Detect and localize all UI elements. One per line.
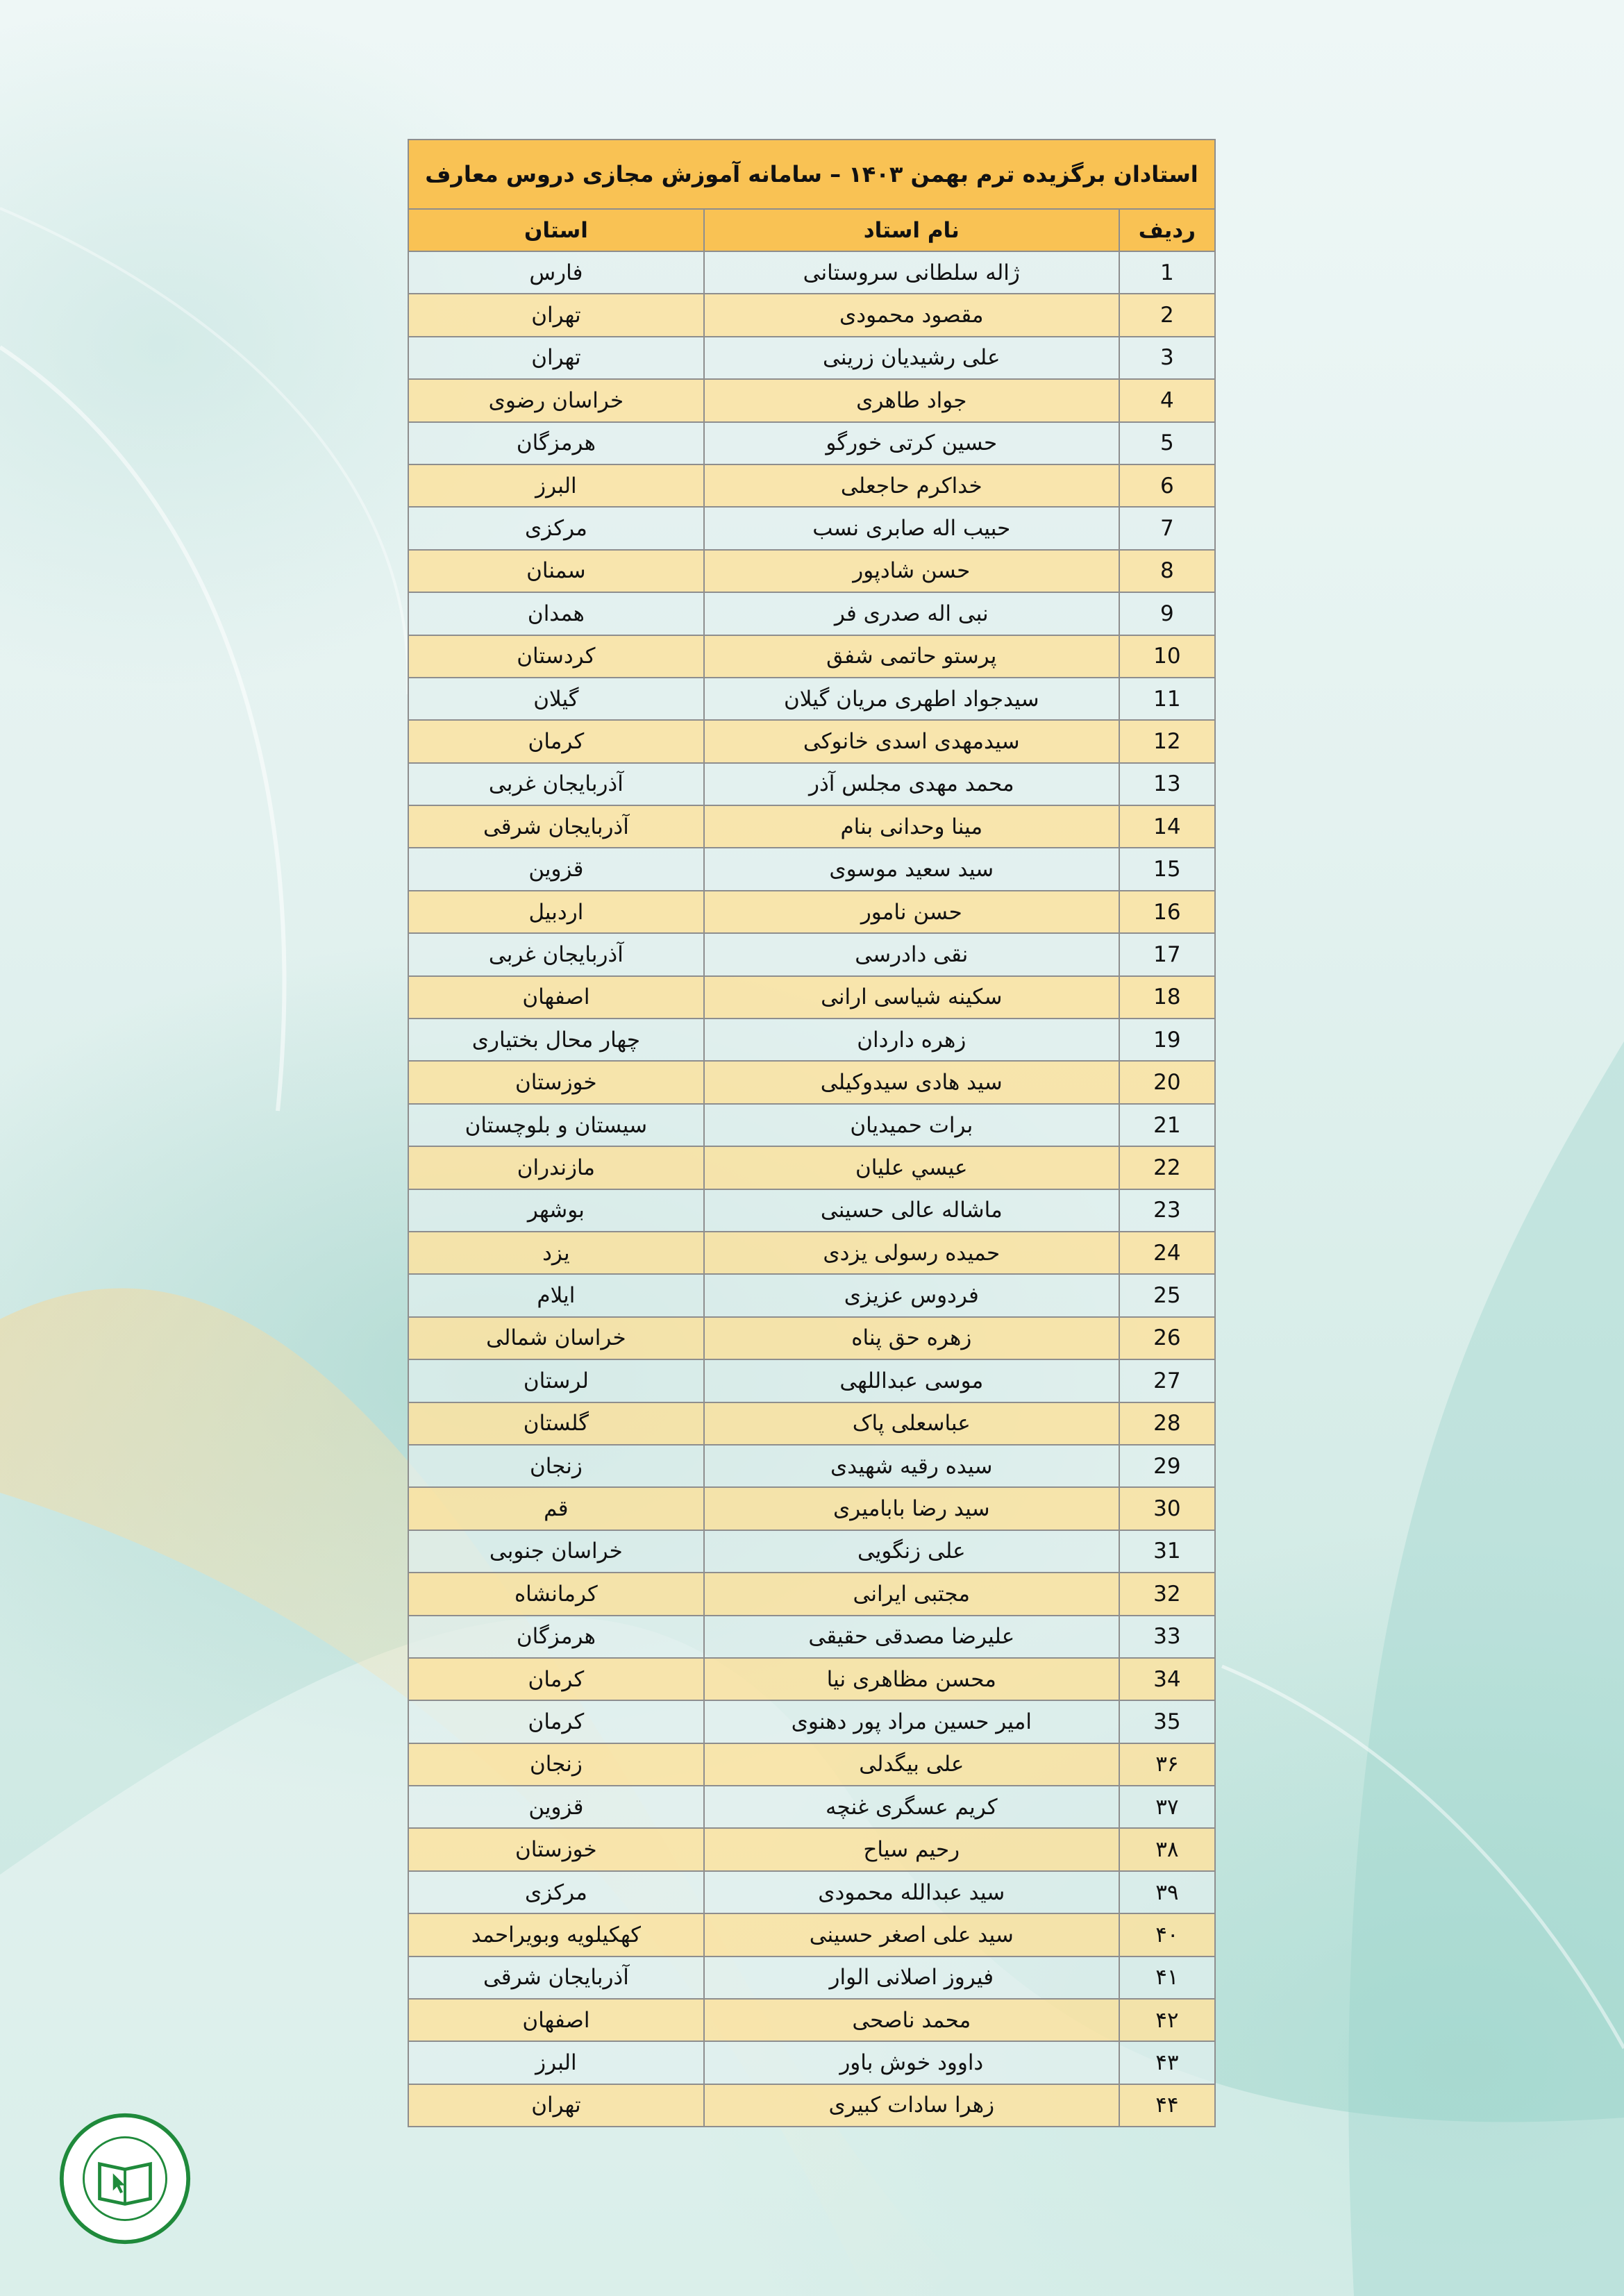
table-row [408,550,1215,592]
row-number-cell: 21 [1119,1104,1215,1146]
header-row [408,209,1215,251]
province-cell: سیستان و بلوچستان [408,1104,704,1146]
row-number-cell: 6 [1119,464,1215,507]
row-number-cell: 18 [1119,976,1215,1019]
province-cell: مرکزی [408,1871,704,1913]
table-row [408,1573,1215,1615]
province-cell: خوزستان [408,1828,704,1870]
teacher-name-cell: زهرا سادات کبیری [704,2084,1119,2127]
teacher-name-cell: مقصود محمودی [704,294,1119,336]
row-number-cell: 27 [1119,1359,1215,1402]
province-cell: کرمان [408,1700,704,1743]
table-row [408,464,1215,507]
table-row [408,891,1215,933]
row-number-cell: ۴۴ [1119,2084,1215,2127]
teacher-name-cell: عيسي عليان [704,1146,1119,1189]
province-cell: تهران [408,337,704,379]
row-number-cell: 15 [1119,848,1215,890]
province-cell: ایلام [408,1274,704,1316]
province-cell: خراسان شمالی [408,1317,704,1359]
province-cell: زنجان [408,1445,704,1487]
table-row [408,1146,1215,1189]
table-row [408,635,1215,678]
teacher-name-cell: موسی عبداللهی [704,1359,1119,1402]
table-row [408,763,1215,805]
row-number-cell: 9 [1119,592,1215,635]
teacher-name-cell: فردوس عزیزی [704,1274,1119,1316]
row-number-cell: 30 [1119,1487,1215,1530]
teacher-name-cell: محمد ناصحی [704,1999,1119,2041]
teacher-name-cell: داوود خوش باور [704,2041,1119,2084]
province-cell: لرستان [408,1359,704,1402]
table-row [408,1061,1215,1103]
teacher-name-cell: سید رضا بابامیری [704,1487,1119,1530]
teacher-name-cell: سید سعید موسوی [704,848,1119,890]
table-row [408,805,1215,848]
teacher-name-cell: ماشاله عالی حسینی [704,1189,1119,1232]
province-cell: کهکیلویه وبویراحمد [408,1913,704,1956]
province-cell: آذربایجان غربی [408,933,704,975]
teacher-name-cell: رحیم سیاح [704,1828,1119,1870]
teacher-name-cell: سیدجواد اطهری مریان گیلان [704,678,1119,720]
teacher-name-cell: ژاله سلطانی سروستانی [704,251,1119,294]
academics-virtual-training-center-logo [58,2112,192,2245]
province-cell: زنجان [408,1743,704,1786]
province-cell: آذربایجان غربی [408,763,704,805]
table-row [408,294,1215,336]
province-cell: اردبیل [408,891,704,933]
province-cell: چهار محال بختیاری [408,1019,704,1061]
province-cell: خراسان رضوی [408,379,704,421]
row-number-cell: 23 [1119,1189,1215,1232]
row-number-cell: 14 [1119,805,1215,848]
teacher-name-cell: سکینه شیاسی ارانی [704,976,1119,1019]
teacher-name-cell: مجتبی ایرانی [704,1573,1119,1615]
table-row [408,1913,1215,1956]
row-number-cell: ۴۰ [1119,1913,1215,1956]
table-title: استادان برگزیده ترم بهمن ۱۴۰۳ – سامانه آموزش مجازی دروس معارف [408,140,1215,209]
row-number-cell: 10 [1119,635,1215,678]
table-row [408,1786,1215,1828]
teacher-name-cell: مینا وحدانی بنام [704,805,1119,848]
table-row [408,1871,1215,1913]
row-number-cell: 2 [1119,294,1215,336]
teacher-name-cell: عباسعلی پاک [704,1402,1119,1445]
row-number-cell: 35 [1119,1700,1215,1743]
row-number-cell: 20 [1119,1061,1215,1103]
teacher-name-cell: سید هادی سیدوکیلی [704,1061,1119,1103]
row-number-cell: 4 [1119,379,1215,421]
teacher-name-cell: خداکرم حاجعلی [704,464,1119,507]
province-cell: فارس [408,251,704,294]
teacher-name-cell: برات حمیدیان [704,1104,1119,1146]
row-number-cell: ۴۳ [1119,2041,1215,2084]
table-row [408,1445,1215,1487]
teacher-name-cell: سید علی اصغر حسینی [704,1913,1119,1956]
row-number-cell: ۳۶ [1119,1743,1215,1786]
province-cell: تهران [408,294,704,336]
table-row [408,1530,1215,1573]
teacher-name-cell: پرستو حاتمی شفق [704,635,1119,678]
table-row [408,1956,1215,1999]
table-row [408,933,1215,975]
table-row [408,1487,1215,1530]
row-number-cell: 3 [1119,337,1215,379]
row-number-cell: 28 [1119,1402,1215,1445]
row-number-cell: 29 [1119,1445,1215,1487]
table-row [408,337,1215,379]
row-number-cell: 19 [1119,1019,1215,1061]
teacher-name-cell: زهره داردان [704,1019,1119,1061]
row-number-cell: ۳۹ [1119,1871,1215,1913]
province-cell: هرمزگان [408,1616,704,1658]
table-row [408,1274,1215,1316]
table-row [408,422,1215,464]
table-row [408,1189,1215,1232]
table-row [408,1019,1215,1061]
table-row [408,678,1215,720]
header-province: استان [408,209,704,251]
award-table-container [408,139,1216,2127]
province-cell: گیلان [408,678,704,720]
row-number-cell: 25 [1119,1274,1215,1316]
province-cell: تهران [408,2084,704,2127]
teacher-name-cell: سیدمهدی اسدی خانوکی [704,720,1119,762]
row-number-cell: ۴۱ [1119,1956,1215,1999]
row-number-cell: ۴۲ [1119,1999,1215,2041]
teacher-name-cell: حسین کرتی خورگو [704,422,1119,464]
teacher-name-cell: علی زنگویی [704,1530,1119,1573]
teacher-name-cell: زهره حق پناه [704,1317,1119,1359]
row-number-cell: 16 [1119,891,1215,933]
table-row [408,1232,1215,1274]
table-row [408,507,1215,549]
header-teacher-name: نام استاد [704,209,1119,251]
teacher-name-cell: علی بیگدلی [704,1743,1119,1786]
province-cell: کردستان [408,635,704,678]
province-cell: آذربایجان شرقی [408,1956,704,1999]
table-row [408,1999,1215,2041]
province-cell: البرز [408,464,704,507]
table-row [408,1317,1215,1359]
row-number-cell: 12 [1119,720,1215,762]
province-cell: یزد [408,1232,704,1274]
teacher-name-cell: علی رشیدیان زرینی [704,337,1119,379]
province-cell: مرکزی [408,507,704,549]
table-row [408,976,1215,1019]
row-number-cell: ۳۷ [1119,1786,1215,1828]
table-row [408,1402,1215,1445]
province-cell: خوزستان [408,1061,704,1103]
row-number-cell: 5 [1119,422,1215,464]
province-cell: هرمزگان [408,422,704,464]
award-table [408,139,1216,2127]
table-row [408,2084,1215,2127]
teacher-name-cell: کریم عسگری غنچه [704,1786,1119,1828]
teacher-name-cell: فیروز اصلانی الوار [704,1956,1119,1999]
province-cell: اصفهان [408,976,704,1019]
province-cell: بوشهر [408,1189,704,1232]
row-number-cell: 34 [1119,1658,1215,1700]
row-number-cell: 33 [1119,1616,1215,1658]
province-cell: مازندران [408,1146,704,1189]
province-cell: قزوین [408,1786,704,1828]
teacher-name-cell: حسن نامور [704,891,1119,933]
row-number-cell: ۳۸ [1119,1828,1215,1870]
table-row [408,2041,1215,2084]
province-cell: کرمان [408,720,704,762]
row-number-cell: 1 [1119,251,1215,294]
province-cell: سمنان [408,550,704,592]
table-row [408,1359,1215,1402]
province-cell: قم [408,1487,704,1530]
table-row [408,592,1215,635]
province-cell: گلستان [408,1402,704,1445]
row-number-cell: 17 [1119,933,1215,975]
table-body [408,251,1215,2127]
province-cell: کرمان [408,1658,704,1700]
province-cell: آذربایجان شرقی [408,805,704,848]
teacher-name-cell: سید عبدالله محمودی [704,1871,1119,1913]
row-number-cell: 24 [1119,1232,1215,1274]
table-row [408,720,1215,762]
province-cell: همدان [408,592,704,635]
table-row [408,1828,1215,1870]
row-number-cell: 22 [1119,1146,1215,1189]
teacher-name-cell: نبی اله صدری فر [704,592,1119,635]
teacher-name-cell: محسن مظاهری نیا [704,1658,1119,1700]
table-row [408,848,1215,890]
teacher-name-cell: حبیب اله صابری نسب [704,507,1119,549]
teacher-name-cell: نقی دادرسی [704,933,1119,975]
teacher-name-cell: جواد طاهری [704,379,1119,421]
table-row [408,251,1215,294]
row-number-cell: 8 [1119,550,1215,592]
province-cell: البرز [408,2041,704,2084]
table-row [408,1743,1215,1786]
teacher-name-cell: سیده رقیه شهیدی [704,1445,1119,1487]
table-row [408,1104,1215,1146]
teacher-name-cell: محمد مهدی مجلس آذر [704,763,1119,805]
province-cell: اصفهان [408,1999,704,2041]
row-number-cell: 32 [1119,1573,1215,1615]
province-cell: کرمانشاه [408,1573,704,1615]
teacher-name-cell: امیر حسین مراد پور دهنوی [704,1700,1119,1743]
title-row [408,140,1215,209]
table-row [408,1658,1215,1700]
teacher-name-cell: علیرضا مصدقی حقیقی [704,1616,1119,1658]
row-number-cell: 7 [1119,507,1215,549]
province-cell: قزوین [408,848,704,890]
header-row-number: ردیف [1119,209,1215,251]
row-number-cell: 13 [1119,763,1215,805]
teacher-name-cell: حسن شادپور [704,550,1119,592]
teacher-name-cell: حمیده رسولی یزدی [704,1232,1119,1274]
table-row [408,1700,1215,1743]
table-row [408,1616,1215,1658]
row-number-cell: 26 [1119,1317,1215,1359]
row-number-cell: 31 [1119,1530,1215,1573]
table-row [408,379,1215,421]
row-number-cell: 11 [1119,678,1215,720]
province-cell: خراسان جنوبی [408,1530,704,1573]
